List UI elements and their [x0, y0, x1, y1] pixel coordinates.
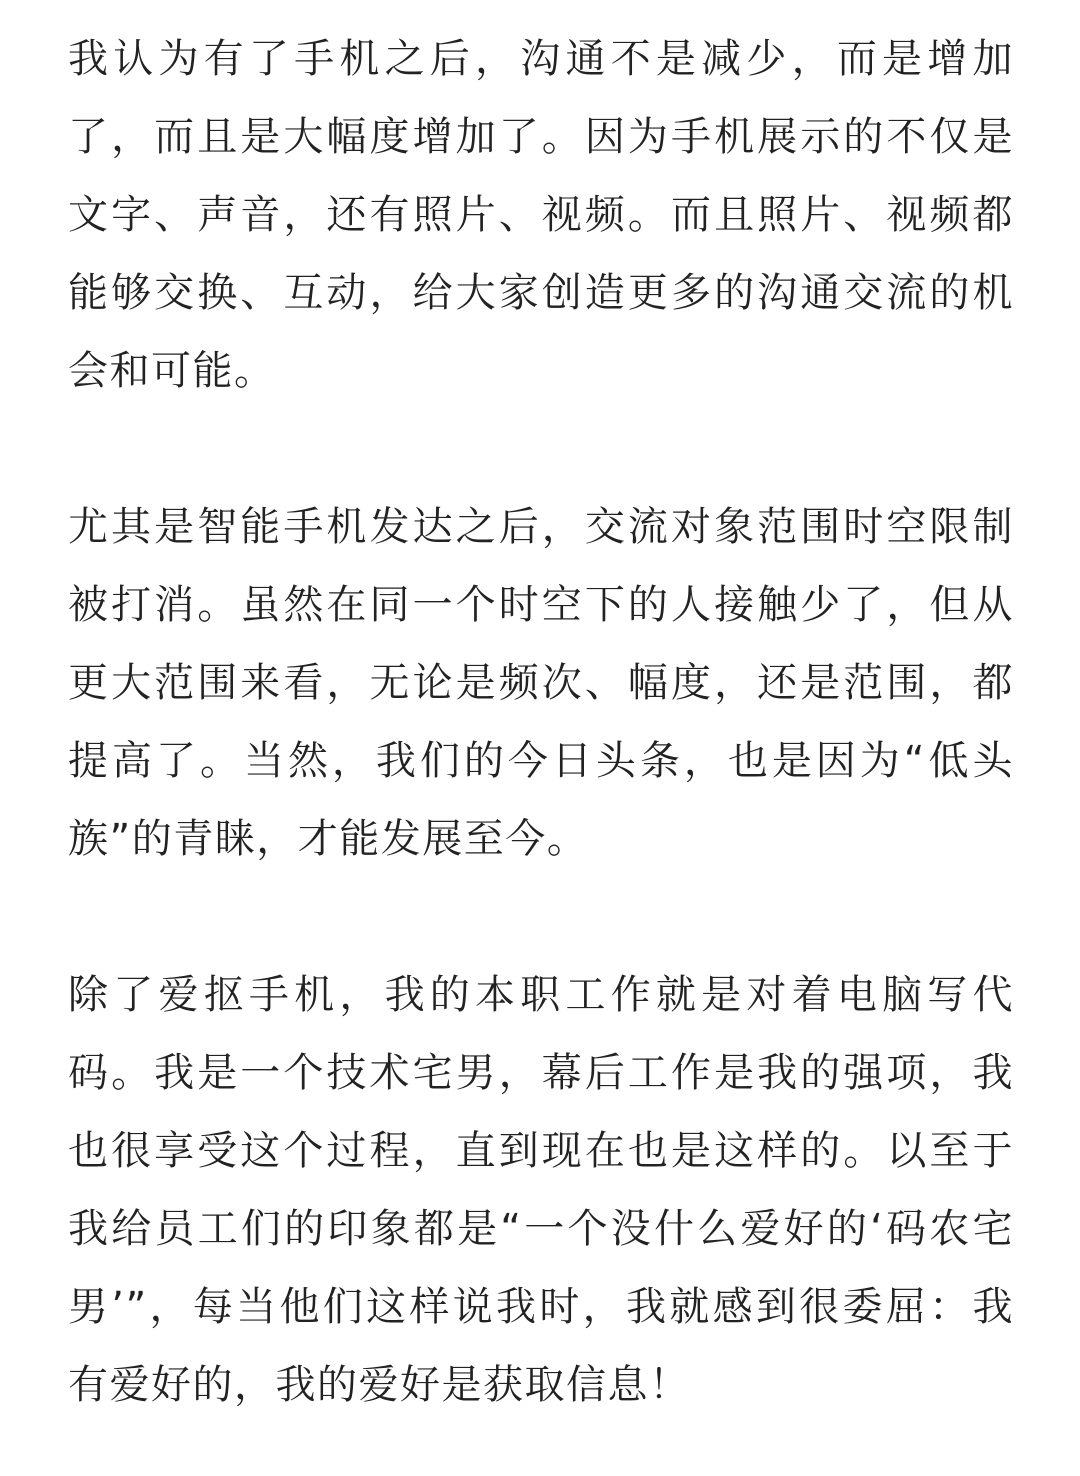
paragraph-2: 尤其是智能手机发达之后，交流对象范围时空限制被打消。虽然在同一个时空下的人接触少了，但从更大范围来看，无论是频次、幅度，还是范围，都提高了。当然，我们的今日头条，也是因为“低头族”的青睐，才能发展至今。 [68, 504, 1014, 862]
paragraph-1: 我认为有了手机之后，沟通不是减少，而是增加了，而且是大幅度增加了。因为手机展示的不仅是文字、声音，还有照片、视频。而且照片、视频都能够交换、互动，给大家创造更多的沟通交流的机会和可能。 [68, 36, 1014, 394]
article-body [68, 20, 1014, 1424]
paragraph-3: 除了爱抠手机，我的本职工作就是对着电脑写代码。我是一个技术宅男，幕后工作是我的强项，我也很享受这个过程，直到现在也是这样的。以至于我给员工们的印象都是“一个没什么爱好的‘码农宅男’”，每当他们这样说我时，我就感到很委屈：我有爱好的，我的爱好是获取信息！ [68, 972, 1014, 1408]
